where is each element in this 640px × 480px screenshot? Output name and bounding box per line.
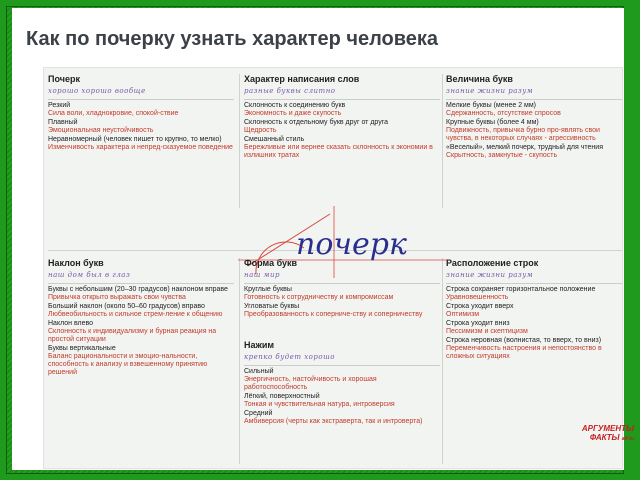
panel-naklon <box>48 258 234 464</box>
list-item <box>446 303 622 319</box>
panel-pocherk <box>48 74 234 208</box>
item-meaning: Эмоциональная неустойчивость <box>48 127 154 134</box>
item-meaning: Любвеобильность и сильное стрем-ление к общению <box>48 311 223 318</box>
handwriting-sample: разные буквы слитно <box>244 85 440 100</box>
item-description: Лёгкий, поверхностный <box>244 393 320 400</box>
logo-text-top: АРГУМЕНТЫ <box>581 424 634 433</box>
item-meaning: Баланс рациональности и эмоцио-нальности, способность к анализу и взвешенному принятию решений <box>48 353 208 376</box>
panel-harakter <box>244 74 440 208</box>
item-meaning: Щедрость <box>244 127 277 134</box>
item-meaning: Сила воли, хладнокровие, спокой-ствие <box>48 110 179 117</box>
item-description: Сильный <box>244 368 274 375</box>
divider <box>442 258 443 464</box>
item-description: Плавный <box>48 119 78 126</box>
logo-url: aif.ru <box>621 436 634 442</box>
list-item <box>446 119 622 143</box>
handwriting-sample: наш дом был в глаз <box>48 269 234 284</box>
list-item <box>446 286 622 302</box>
list-item <box>48 320 234 344</box>
item-meaning: Экономность и даже скупость <box>244 110 342 117</box>
item-meaning: Уравновешенность <box>446 294 509 301</box>
panel-forma <box>244 258 440 338</box>
item-description: Буквы с небольшим (20–30 градусов) наклоном вправе <box>48 286 228 293</box>
item-meaning: Подвижность, привычка бурно про-являть свои чувства, в некоторых случаях - агрессивность <box>446 127 600 142</box>
handwriting-sample: хорошо хорошо вообще <box>48 85 234 100</box>
item-meaning: Энергичность, настойчивость и хорошая работоспособность <box>244 376 377 391</box>
item-meaning: Готовность к сотрудничеству и компромиссам <box>244 294 394 301</box>
item-description: Смешанный стиль <box>244 136 305 143</box>
handwriting-sample: знание жизни разум <box>446 269 622 284</box>
list-item <box>244 303 440 319</box>
list-item <box>48 102 234 118</box>
item-description: Резкий <box>48 102 71 109</box>
item-meaning: Переменчивость настроения и непостоянство в сложных ситуациях <box>446 345 602 360</box>
item-meaning: Бережливые или вернее сказать склонность к экономии в излишних тратах <box>244 144 433 159</box>
list-item <box>446 337 622 361</box>
panel-raspolozhenie <box>446 258 622 438</box>
item-description: Склонность к отдельному букв друг от друга <box>244 119 389 126</box>
item-meaning: Пессимизм и скептицизм <box>446 328 528 335</box>
panel-nazhim <box>244 340 440 464</box>
item-description: Строка неровная (волнистая, то вверх, то вниз) <box>446 337 602 344</box>
item-description: Круглые буквы <box>244 286 292 293</box>
handwriting-sample: наш мир <box>244 269 440 284</box>
item-description: Строка уходит вниз <box>446 320 510 327</box>
item-meaning: Амбиверсия (черты как экстраверта, так и интроверта) <box>244 418 423 425</box>
list-item <box>244 410 440 426</box>
list-item <box>244 136 440 160</box>
list-item <box>446 320 622 336</box>
panel-heading: Нажим <box>244 340 275 350</box>
source-logo <box>564 424 634 454</box>
item-meaning: Преобразованность к соперниче-ству и соперничеству <box>244 311 423 318</box>
list-item <box>48 136 234 152</box>
item-meaning: Склонность к индивидуализму и бурная реакция на простой ситуации <box>48 328 217 343</box>
item-meaning: Привычка открыто выражать свои чувства <box>48 294 186 301</box>
list-item <box>244 393 440 409</box>
list-item <box>446 144 622 160</box>
item-description: Крупные буквы (более 4 мм) <box>446 119 539 126</box>
panel-heading: Характер написания слов <box>244 74 360 84</box>
item-description: Наклон влево <box>48 320 94 327</box>
list-item <box>48 303 234 319</box>
infographic <box>44 68 622 468</box>
panel-heading: Расположение строк <box>446 258 539 268</box>
panel-heading: Величина букв <box>446 74 513 84</box>
item-description: Строка сохраняет горизонтальное положение <box>446 286 596 293</box>
item-description: Склонность к соединению букв <box>244 102 346 109</box>
item-meaning: Скрытность, замкнутые - скупость <box>446 152 558 159</box>
logo-text-main: ФАКТЫ <box>589 433 620 442</box>
panel-heading: Наклон букв <box>48 258 104 268</box>
list-item <box>446 102 622 118</box>
center-word: почерк <box>296 227 407 262</box>
list-item <box>244 119 440 135</box>
item-description: Неравномерный (человек пишет то крупно, то мелко) <box>48 136 222 143</box>
slide <box>12 8 634 470</box>
list-item <box>48 286 234 302</box>
panel-velichina <box>446 74 622 208</box>
list-item <box>48 119 234 135</box>
item-meaning: Изменчивость характера и непред-сказуемое поведение <box>48 144 233 151</box>
list-item <box>244 286 440 302</box>
item-meaning: Сдержанность, отсутствие спросов <box>446 110 561 117</box>
divider <box>239 258 240 464</box>
item-description: Строка уходит вверх <box>446 303 514 310</box>
item-description: Мелкие буквы (менее 2 мм) <box>446 102 537 109</box>
item-meaning: Тонкая и чувствительная натура, интроверсия <box>244 401 395 408</box>
item-description: Средний <box>244 410 273 417</box>
item-description: «Веселый», мелкий почерк, трудный для чтения <box>446 144 603 151</box>
slide-title: Как по почерку узнать характер человека <box>26 28 439 50</box>
item-meaning: Оптимизм <box>446 311 480 318</box>
handwriting-sample: крепко будет хорошо <box>244 351 440 366</box>
item-description: Буквы вертикальные <box>48 345 116 352</box>
list-item <box>244 368 440 392</box>
panel-heading: Форма букв <box>244 258 298 268</box>
list-item <box>48 345 234 377</box>
handwriting-sample: знание жизни разум <box>446 85 622 100</box>
item-description: Угловатые буквы <box>244 303 300 310</box>
panel-heading: Почерк <box>48 74 80 84</box>
list-item <box>244 102 440 118</box>
item-description: Больший наклон (около 50–60 градусов) вправо <box>48 303 205 310</box>
logo-text-bottom <box>564 433 634 444</box>
